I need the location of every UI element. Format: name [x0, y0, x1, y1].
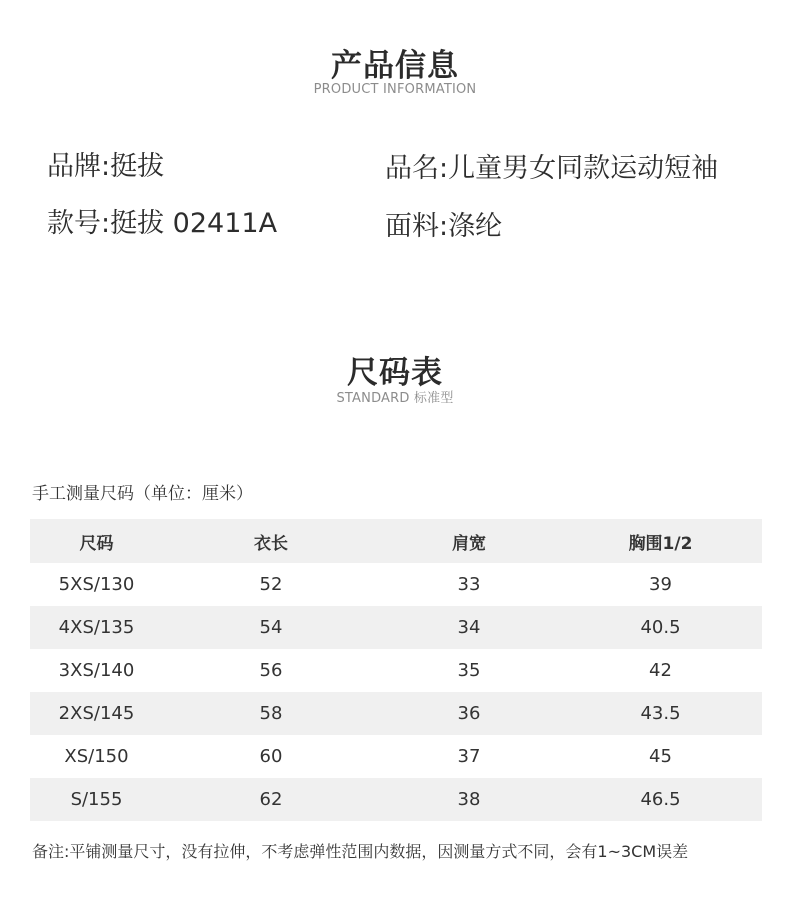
- cell-length: 54: [163, 606, 379, 649]
- cell-shoulder: 35: [457, 660, 481, 681]
- cell-length: 56: [259, 660, 283, 681]
- cell-chest: 46.5: [559, 778, 762, 821]
- table-row: [30, 778, 762, 821]
- cell-size: 2XS/145: [30, 692, 163, 735]
- cell-chest: 42: [649, 660, 672, 681]
- cell-chest: 45: [649, 746, 672, 767]
- cell-length: 58: [163, 692, 379, 735]
- cell-chest: 40.5: [559, 606, 762, 649]
- cell-length: 62: [163, 778, 379, 821]
- table-row: [30, 649, 762, 692]
- cell-size: S/155: [30, 778, 163, 821]
- size-chart-subtitle: STANDARD 标准型: [336, 391, 454, 406]
- header-length: 衣长: [163, 519, 379, 563]
- table-row: [30, 692, 762, 735]
- table-row: [30, 563, 762, 606]
- header-size: 尺码: [30, 519, 163, 563]
- table-row: [30, 735, 762, 778]
- product-info-subtitle: PRODUCT INFORMATION: [313, 82, 477, 97]
- cell-length: 52: [259, 574, 283, 595]
- cell-shoulder: 34: [379, 606, 559, 649]
- cell-size: XS/150: [64, 746, 129, 767]
- cell-size: 3XS/140: [58, 660, 135, 681]
- measurement-unit-label: 手工测量尺码（单位：厘米）: [32, 484, 253, 504]
- cell-chest: 43.5: [559, 692, 762, 735]
- measurement-note: 备注:平铺测量尺寸，没有拉伸，不考虑弹性范围内数据，因测量方式不同，会有1~3CM误差: [32, 842, 689, 861]
- cell-length: 60: [259, 746, 283, 767]
- table-row: [30, 606, 762, 649]
- size-table: [30, 519, 762, 821]
- header-chest: 胸围1/2: [559, 519, 762, 563]
- model-number-field: 款号:挺拔 02411A: [47, 208, 278, 239]
- cell-shoulder: 33: [457, 574, 481, 595]
- size-chart-title: 尺码表: [347, 355, 443, 391]
- brand-field: 品牌:挺拔: [47, 151, 165, 182]
- cell-size: 4XS/135: [30, 606, 163, 649]
- cell-shoulder: 37: [457, 746, 481, 767]
- product-info-title: 产品信息: [331, 48, 459, 84]
- product-name-field: 品名:儿童男女同款运动短袖: [385, 153, 719, 184]
- size-table-header: [30, 519, 762, 563]
- cell-size: 5XS/130: [58, 574, 135, 595]
- cell-shoulder: 36: [379, 692, 559, 735]
- cell-chest: 39: [649, 574, 672, 595]
- header-shoulder: 肩宽: [379, 519, 559, 563]
- cell-shoulder: 38: [379, 778, 559, 821]
- fabric-field: 面料:涤纶: [385, 211, 503, 242]
